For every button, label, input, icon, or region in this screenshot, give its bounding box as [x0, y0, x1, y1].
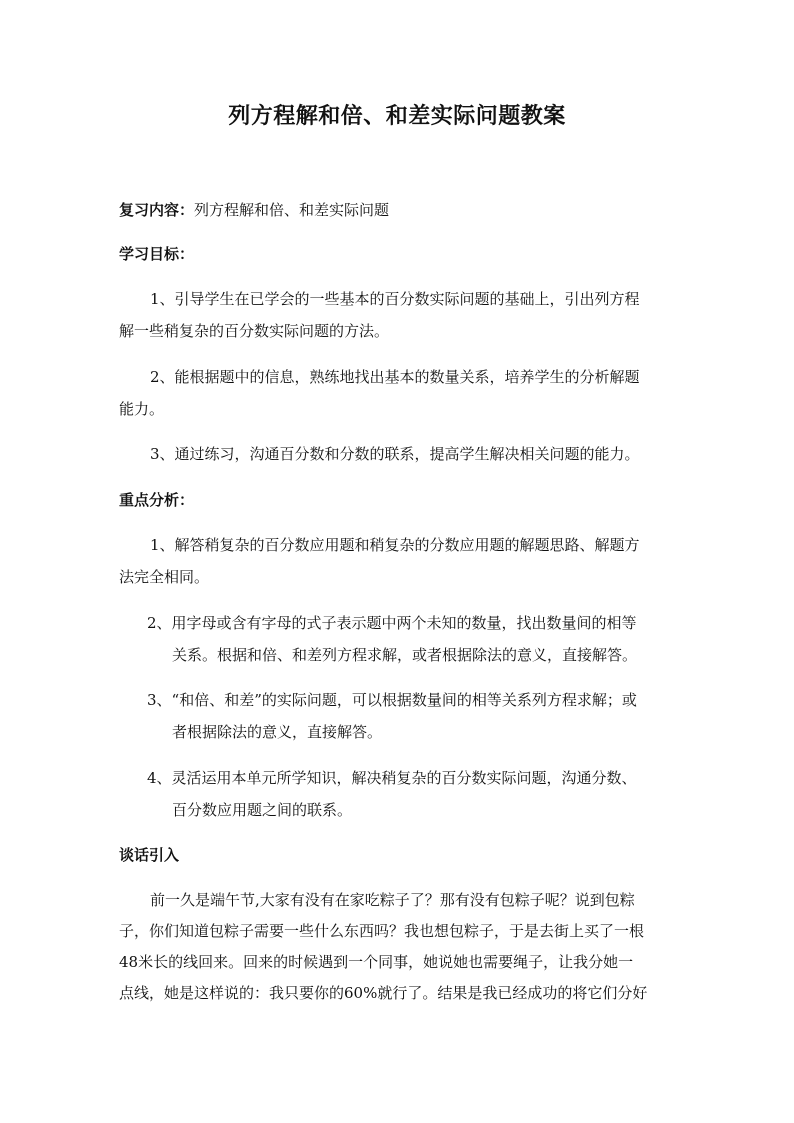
key-points-heading: 重点分析： [119, 491, 195, 509]
goal-item-2-line-1: 2、能根据题中的信息，熟练地找出基本的数量关系，培养学生的分析解题 [150, 368, 640, 386]
key-point-3-line-1: 3、“和倍、和差”的实际问题，可以根据数量间的相等关系列方程求解；或 [147, 691, 637, 709]
goal-item-1-line-2: 解一些稍复杂的百分数实际问题的方法。 [119, 322, 390, 340]
document-title: 列方程解和倍、和差实际问题教案 [228, 103, 566, 129]
intro-line-3: 48米长的线回来。回来的时候遇到一个同事，她说她也需要绳子，让我分她一 [119, 953, 634, 971]
review-label: 复习内容： [119, 201, 195, 219]
key-point-3-line-2: 者根据除法的意义，直接解答。 [172, 723, 383, 741]
goals-heading: 学习目标： [119, 245, 195, 263]
intro-line-4: 点线，她是这样说的：我只要你的60%就行了。结果是我已经成功的将它们分好 [119, 984, 648, 1002]
key-point-1-line-2: 法完全相同。 [119, 568, 210, 586]
goal-item-3-line-1: 3、通过练习，沟通百分数和分数的联系，提高学生解决相关问题的能力。 [150, 445, 640, 463]
key-point-2-line-2: 关系。根据和倍、和差列方程求解，或者根据除法的意义，直接解答。 [172, 646, 638, 664]
intro-heading: 谈话引入 [119, 846, 180, 864]
key-point-2-line-1: 2、用字母或含有字母的式子表示题中两个未知的数量，找出数量间的相等 [147, 614, 637, 632]
goal-item-1-line-1: 1、引导学生在已学会的一些基本的百分数实际问题的基础上，引出列方程 [150, 290, 640, 308]
review-line [119, 199, 389, 220]
intro-line-2: 子，你们知道包粽子需要一些什么东西吗？我也想包粽子，于是去街上买了一根 [119, 922, 645, 940]
key-point-1-line-1: 1、解答稍复杂的百分数应用题和稍复杂的分数应用题的解题思路、解题方 [150, 536, 640, 554]
key-point-4-line-1: 4、灵活运用本单元所学知识，解决稍复杂的百分数实际问题，沟通分数、 [147, 769, 637, 787]
goal-item-2-line-2: 能力。 [119, 400, 165, 418]
intro-line-1: 前一久是端午节,大家有没有在家吃粽子了？那有没有包粽子呢？说到包粽 [150, 891, 635, 909]
key-point-4-line-2: 百分数应用题之间的联系。 [172, 801, 353, 819]
review-content: 列方程解和倍、和差实际问题 [194, 201, 390, 219]
